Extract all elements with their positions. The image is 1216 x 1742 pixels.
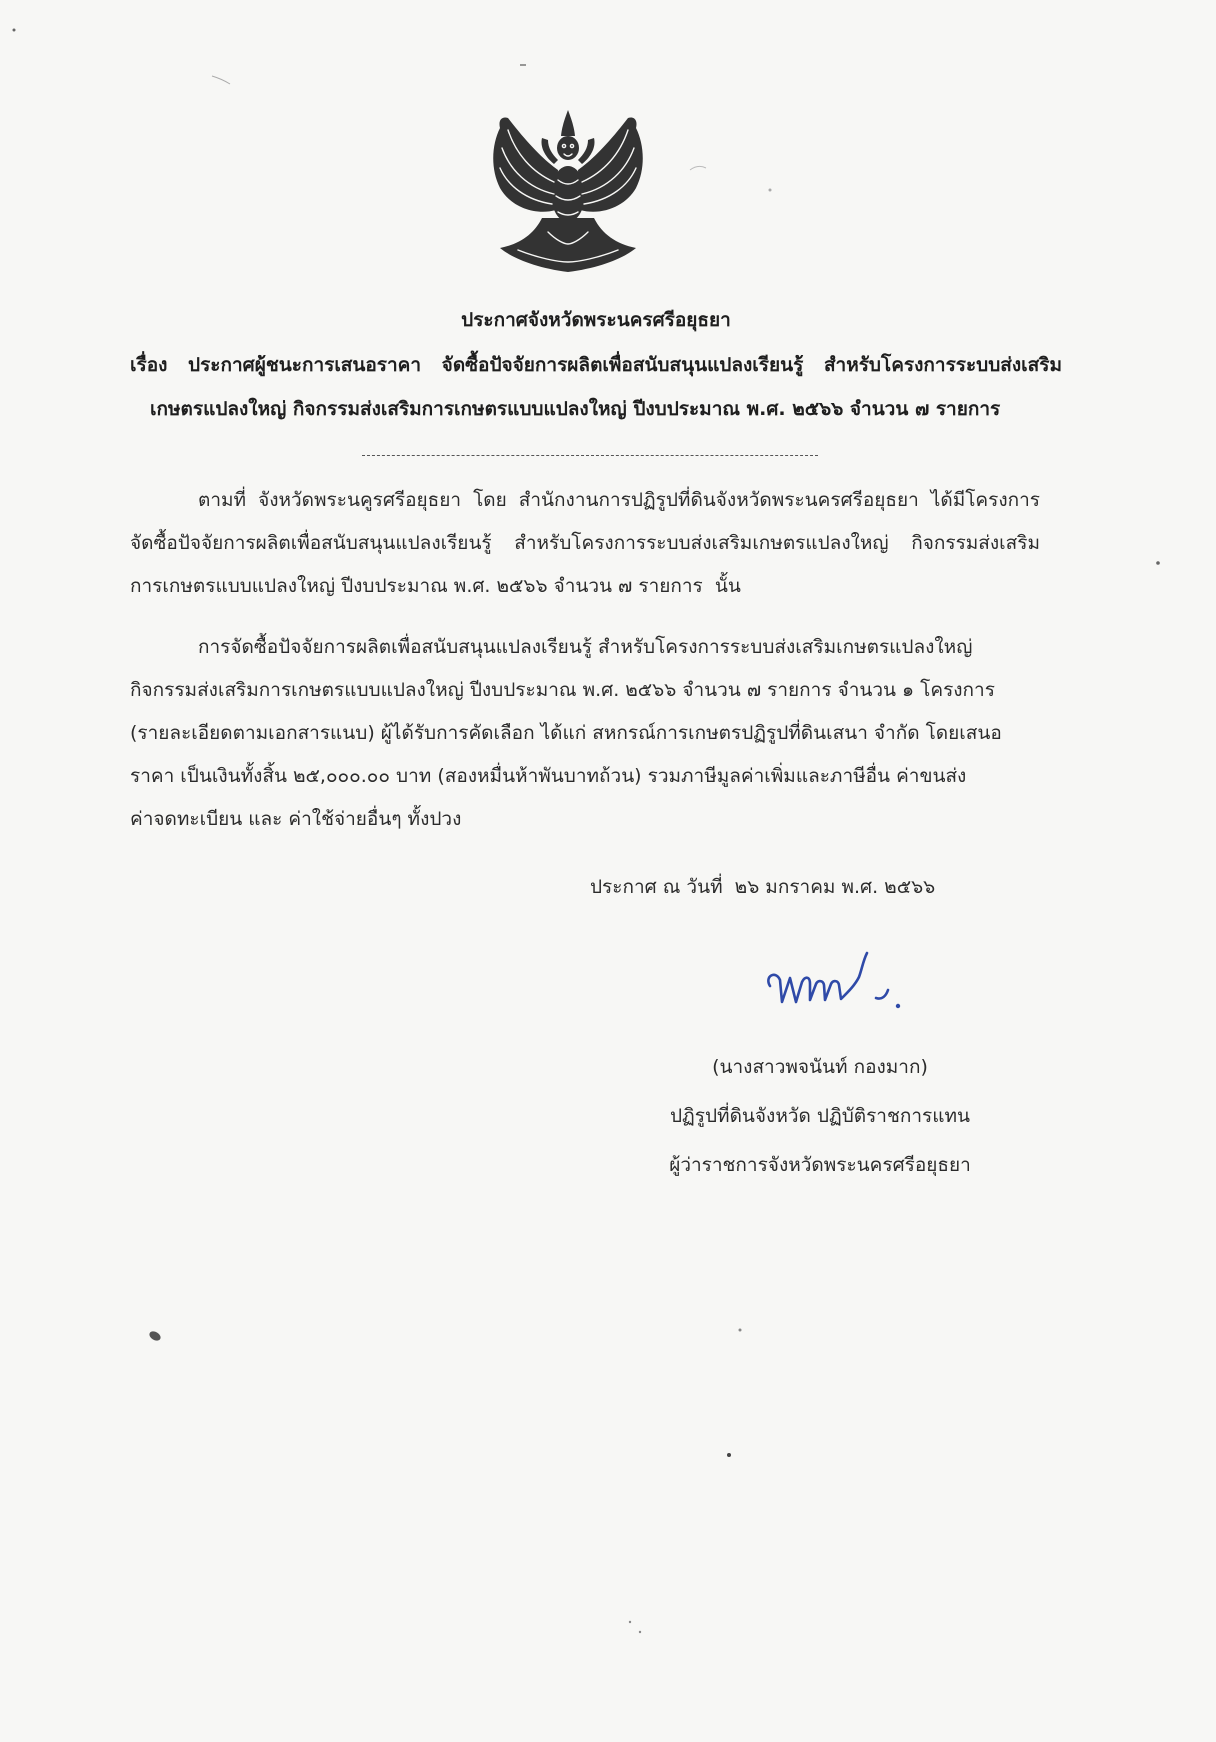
- signatory-position: ปฏิรูปที่ดินจังหวัด ปฏิบัติราชการแทน: [669, 1105, 971, 1127]
- garuda-emblem-icon: [478, 108, 658, 278]
- signatory-name: (นางสาวพจนันท์ กองมาก): [712, 1056, 928, 1078]
- paragraph-line: ตามที่ จังหวัดพระนคูรศรีอยุธยา โดย สำนักงานการปฏิรูปที่ดินจังหวัดพระนครศรีอยุธยา ได้มีโครงการ: [198, 489, 1040, 511]
- announcement-title: ประกาศจังหวัดพระนครศรีอยุธยา: [461, 309, 731, 331]
- paragraph-line: กิจกรรมส่งเสริมการเกษตรแบบแปลงใหญ่ ปีงบประมาณ พ.ศ. ๒๕๖๖ จำนวน ๗ รายการ จำนวน ๑ โครงการ: [130, 679, 995, 701]
- paragraph-line: ราคา เป็นเงินทั้งสิ้น ๒๕,๐๐๐.๐๐ บาท (สองหมื่นห้าพันบาทถ้วน) รวมภาษีมูลค่าเพิ่มและภาษีอื่น ค่าขนส่ง: [130, 765, 967, 787]
- subject-line: เรื่อง ประกาศผู้ชนะการเสนอราคา จัดซื้อปัจจัยการผลิตเพื่อสนับสนุนแปลงเรียนรู้ สำหรับโครงการระบบส่งเสริม: [130, 354, 1062, 376]
- paragraph-line: การจัดซื้อปัจจัยการผลิตเพื่อสนับสนุนแปลงเรียนรู้ สำหรับโครงการระบบส่งเสริมเกษตรแปลงใหญ่: [198, 636, 973, 658]
- paragraph-line: (รายละเอียดตามเอกสารแนบ) ผู้ได้รับการคัดเลือก ได้แก่ สหกรณ์การเกษตรปฏิรูปที่ดินเสนา จำกัด โดยเสนอ: [130, 722, 1002, 744]
- signatory-on-behalf-of: ผู้ว่าราชการจังหวัดพระนครศรีอยุธยา: [669, 1154, 971, 1176]
- paragraph-line: การเกษตรแบบแปลงใหญ่ ปีงบประมาณ พ.ศ. ๒๕๖๖ จำนวน ๗ รายการ นั้น: [130, 575, 741, 597]
- handwritten-signature: [758, 946, 930, 1024]
- paragraph-line: จัดซื้อปัจจัยการผลิตเพื่อสนับสนุนแปลงเรียนรู้ สำหรับโครงการระบบส่งเสริมเกษตรแปลงใหญ่ กิจกรรมส่งเสริม: [130, 532, 1040, 554]
- subject-line: เกษตรแปลงใหญ่ กิจกรรมส่งเสริมการเกษตรแบบแปลงใหญ่ ปีงบประมาณ พ.ศ. ๒๕๖๖ จำนวน ๗ รายการ: [150, 398, 1001, 420]
- announcement-date: ประกาศ ณ วันที่ ๒๖ มกราคม พ.ศ. ๒๕๖๖: [590, 876, 936, 898]
- separator-line: [362, 455, 818, 456]
- paragraph-line: ค่าจดทะเบียน และ ค่าใช้จ่ายอื่นๆ ทั้งปวง: [130, 808, 462, 830]
